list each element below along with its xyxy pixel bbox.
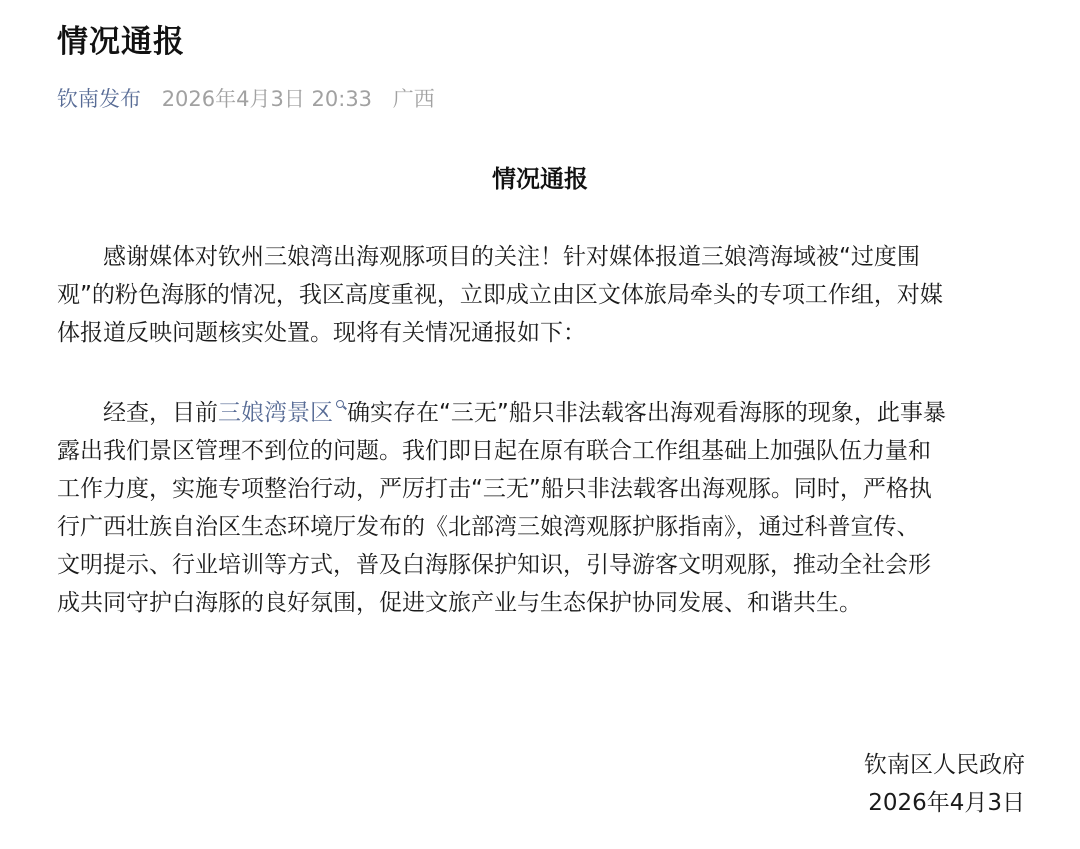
paragraph-line: 工作力度，实施专项整治行动，严厉打击“三无”船只非法载客出海观豚。同时，严格执 xyxy=(57,476,932,502)
paragraph-line: 露出我们景区管理不到位的问题。我们即日起在原有联合工作组基础上加强队伍力量和 xyxy=(57,438,931,464)
paragraph-line: 感谢媒体对钦州三娘湾出海观豚项目的关注！针对媒体报道三娘湾海域被“过度围 xyxy=(103,244,920,270)
paragraph-line: 文明提示、行业培训等方式，普及白海豚保护知识，引导游客文明观豚，推动全社会形 xyxy=(57,552,931,578)
paragraph-text: 经查，目前 xyxy=(103,400,218,426)
publish-location: 广西 xyxy=(392,87,435,111)
search-icon[interactable] xyxy=(335,394,347,416)
signature-date: 2026年4月3日 xyxy=(868,790,1025,816)
scenic-area-search-link[interactable] xyxy=(218,400,347,426)
paragraph-text: 确实存在“三无”船只非法载客出海观看海豚的现象，此事暴 xyxy=(347,400,946,426)
paragraph-findings xyxy=(57,394,1027,622)
paragraph-line: 体报道反映问题核实处置。现将有关情况通报如下： xyxy=(57,320,586,346)
article-title: 情况通报 xyxy=(57,24,185,60)
account-name-link[interactable]: 钦南发布 xyxy=(57,87,141,111)
paragraph-intro xyxy=(57,238,1027,352)
article-meta xyxy=(57,84,435,114)
paragraph-line xyxy=(57,394,1027,432)
signature-block xyxy=(864,746,1025,822)
signature-org: 钦南区人民政府 xyxy=(864,752,1025,778)
paragraph-line: 成共同守护白海豚的良好氛围，促进文旅产业与生态保护协同发展、和谐共生。 xyxy=(57,590,862,616)
paragraph-line: 行广西壮族自治区生态环境厅发布的《北部湾三娘湾观豚护豚指南》，通过科普宣传、 xyxy=(57,514,920,540)
publish-time: 2026年4月3日 20:33 xyxy=(161,87,373,111)
scenic-area-link-text[interactable]: 三娘湾景区 xyxy=(218,400,333,426)
document-heading: 情况通报 xyxy=(492,165,588,193)
paragraph-line: 观”的粉色海豚的情况，我区高度重视，立即成立由区文体旅局牵头的专项工作组，对媒 xyxy=(57,282,943,308)
